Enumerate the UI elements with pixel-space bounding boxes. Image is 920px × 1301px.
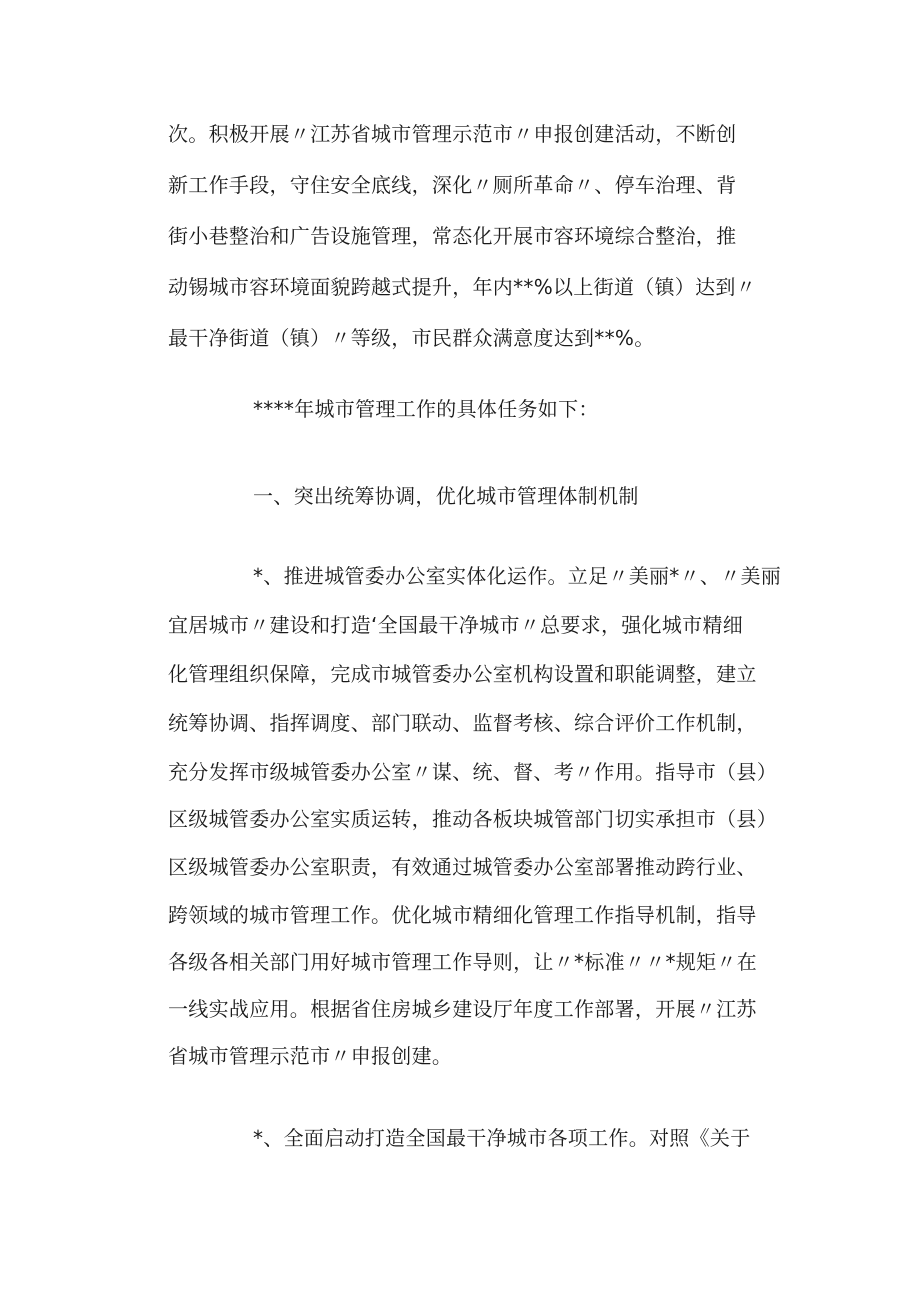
task-intro: ****年城市管理工作的具体任务如下： [253, 397, 599, 421]
paragraph-1-line-5: 最干净街道（镇）〃等级，市民群众满意度达到**%。 [168, 326, 655, 350]
paragraph-2-line-10: 一线实战应用。根据省住房城乡建设厅年度工作部署，开展〃江苏 [168, 997, 757, 1021]
paragraph-2-line-5: 充分发挥市级城管委办公室〃谋、统、督、考〃作用。指导市（县） [168, 760, 777, 784]
paragraph-2-line-7: 区级城管委办公室职责，有效通过城管委办公室部署推动跨行业、 [168, 855, 757, 879]
paragraph-2-line-6: 区级城管委办公室实质运转，推动各板块城管部门切实承担市（县） [168, 807, 777, 831]
paragraph-2-line-8: 跨领域的城市管理工作。优化城市精细化管理工作指导机制，指导 [168, 903, 757, 927]
section-heading: 一、突出统筹协调，优化城市管理体制机制 [253, 484, 639, 508]
paragraph-1-line-3: 街小巷整治和广告设施管理，常态化开展市容环境综合整治，推 [168, 224, 737, 248]
paragraph-2-line-3: 化管理组织保障，完成市城管委办公室机构设置和职能调整，建立 [168, 662, 757, 686]
paragraph-2-line-11: 省城市管理示范市〃申报创建。 [168, 1044, 453, 1068]
paragraph-2-line-2: 宜居城市〃建设和打造‘全国最干净城市〃总要求，强化城市精细 [168, 613, 744, 637]
paragraph-2-line-9: 各级各相关部门用好城市管理工作导则，让〃*标准〃〃*规矩〃在 [168, 950, 757, 974]
paragraph-2-line-1: *、推进城管委办公室实体化运作。立足〃美丽*〃、〃美丽 [253, 564, 782, 588]
paragraph-1-line-1: 次。积极开展〃江苏省城市管理示范市〃申报创建活动，不断创 [168, 122, 737, 146]
paragraph-1-line-4: 动锡城市容环境面貌跨越式提升，年内**%以上街道（镇）达到〃 [168, 275, 757, 299]
paragraph-2-line-4: 统筹协调、指挥调度、部门联动、监督考核、综合评价工作机制， [168, 711, 757, 735]
paragraph-3-line-1: *、全面启动打造全国最干净城市各项工作。对照《关于 [253, 1126, 751, 1150]
paragraph-1-line-2: 新工作手段，守住安全底线，深化〃厕所革命〃、停车治理、背 [168, 173, 737, 197]
